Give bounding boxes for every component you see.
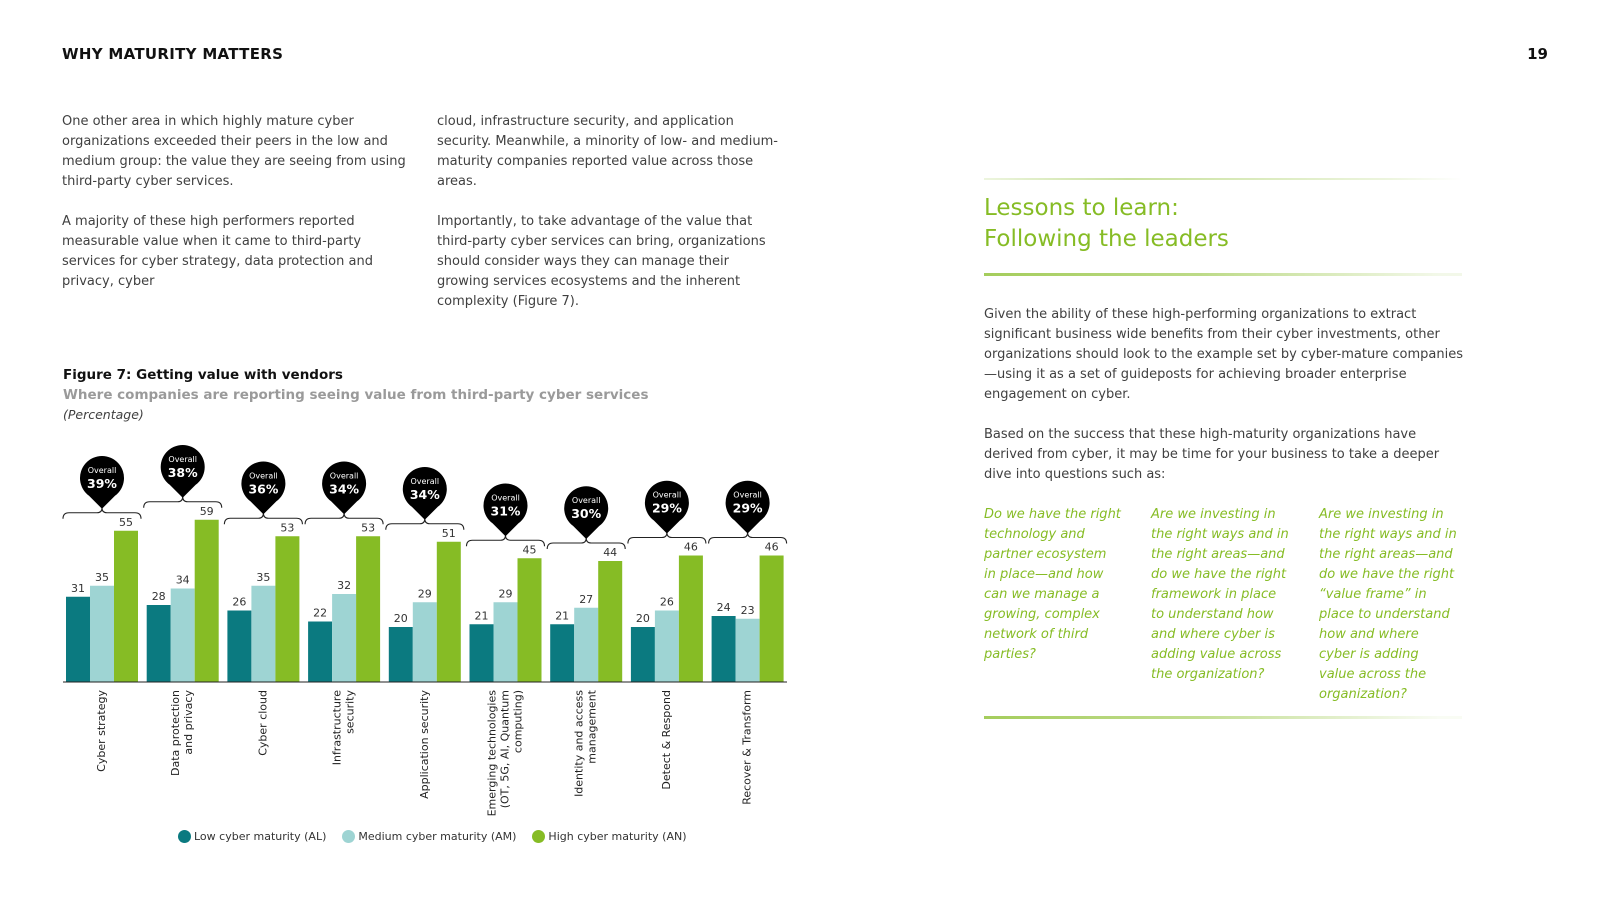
overall-marker-value: 38% bbox=[167, 464, 198, 480]
divider-bottom bbox=[984, 716, 1462, 719]
bar-low bbox=[227, 611, 251, 683]
question-2: Are we investing in the right ways and in the right areas—and do we have the right framework in place to understand how and where cyber is adding value across the organization? bbox=[1151, 507, 1289, 682]
bar-value-label: 24 bbox=[716, 601, 731, 614]
bar-value-label: 59 bbox=[199, 504, 214, 518]
lessons-title-line-2: Following the leaders bbox=[984, 226, 1229, 252]
bar-low bbox=[147, 605, 171, 682]
bar-high bbox=[760, 556, 784, 683]
bar-value-label: 32 bbox=[337, 579, 352, 592]
legend-swatch-medium bbox=[342, 830, 355, 843]
divider-top bbox=[984, 178, 1462, 180]
intro-paragraph: A majority of these high performers reported measurable value when it came to third-party services for cyber strategy, data protection and privacy, cyber bbox=[62, 214, 373, 289]
category-label: Data protection bbox=[169, 690, 183, 776]
overall-marker-value: 29% bbox=[732, 500, 763, 516]
overall-marker-label: Overall bbox=[571, 496, 601, 505]
overall-marker-label: Overall bbox=[249, 471, 278, 481]
legend-item-high bbox=[532, 830, 686, 843]
category-label: Identity and access bbox=[572, 690, 586, 797]
bar-value-label: 26 bbox=[232, 595, 247, 609]
legend-swatch-high bbox=[532, 830, 545, 843]
bar-value-label: 26 bbox=[659, 595, 674, 609]
category-label: Recover & Transform bbox=[740, 690, 754, 805]
divider-middle bbox=[984, 273, 1462, 276]
bar-value-label: 23 bbox=[740, 603, 755, 617]
lessons-paragraph: Given the ability of these high-performing organizations to extract significant business wide benefits from their cyber investments, other organizations should look to the example set by cyber-mature companies—using it as a set of guideposts for achieving broader enterprise engagement on cyber. bbox=[984, 307, 1463, 402]
page-number: 19 bbox=[1527, 45, 1548, 63]
category-label: Emerging technologies bbox=[485, 690, 499, 817]
bar-high bbox=[598, 561, 622, 682]
bar-high bbox=[437, 542, 461, 682]
category-label: Cyber cloud bbox=[256, 690, 270, 756]
bar-value-label: 29 bbox=[498, 587, 513, 601]
bar-value-label: 22 bbox=[313, 606, 328, 620]
bar-value-label: 46 bbox=[683, 540, 698, 554]
intro-column-middle bbox=[437, 112, 782, 332]
bar-low bbox=[308, 622, 332, 683]
bar-medium bbox=[736, 619, 760, 682]
bar-value-label: 35 bbox=[95, 570, 109, 584]
bar-high bbox=[195, 520, 219, 682]
overall-marker-label: Overall bbox=[87, 465, 117, 475]
legend-label-medium: Medium cyber maturity (AM) bbox=[358, 830, 517, 843]
bar-value-label: 35 bbox=[256, 570, 271, 584]
bar-value-label: 21 bbox=[555, 609, 570, 623]
overall-marker-value: 34% bbox=[409, 486, 440, 502]
bar-medium bbox=[332, 594, 356, 682]
lessons-paragraph: Based on the success that these high-maturity organizations have derived from cyber, it may be time for your business to take a deeper dive into questions such as: bbox=[984, 427, 1440, 482]
bar-medium bbox=[494, 602, 518, 682]
category-label: management bbox=[585, 690, 599, 764]
bar-value-label: 45 bbox=[522, 543, 537, 557]
bar-value-label: 53 bbox=[280, 521, 295, 535]
chart-legend bbox=[178, 830, 703, 843]
intro-paragraph: Importantly, to take advantage of the value that third-party cyber services can bring, organizations should consider ways they can manage their growing services ecosystems and the inherent complexity (Figure 7). bbox=[437, 214, 766, 309]
category-label: (OT, 5G, AI, Quantum bbox=[498, 690, 512, 809]
bar-value-label: 51 bbox=[441, 526, 456, 540]
category-label: and privacy bbox=[182, 690, 196, 755]
legend-item-medium bbox=[342, 830, 516, 843]
bar-low bbox=[470, 624, 494, 682]
bar-value-label: 44 bbox=[603, 546, 618, 559]
intro-column-left bbox=[62, 112, 412, 312]
overall-marker-label: Overall bbox=[168, 454, 197, 464]
overall-marker-value: 36% bbox=[248, 481, 279, 497]
lessons-body bbox=[984, 305, 1464, 505]
bar-value-label: 29 bbox=[417, 587, 432, 601]
overall-marker-value: 31% bbox=[490, 503, 521, 519]
bar-medium bbox=[413, 602, 437, 682]
bar-value-label: 55 bbox=[119, 515, 133, 529]
bar-high bbox=[679, 556, 703, 683]
bar-high bbox=[356, 536, 380, 682]
bar-value-label: 34 bbox=[175, 573, 190, 587]
bar-medium bbox=[655, 611, 679, 683]
bar-value-label: 20 bbox=[635, 612, 650, 625]
overall-marker-label: Overall bbox=[733, 490, 762, 500]
bar-value-label: 31 bbox=[71, 581, 85, 595]
overall-marker-value: 30% bbox=[571, 506, 602, 521]
overall-marker-label: Overall bbox=[329, 471, 359, 481]
bar-high bbox=[114, 531, 138, 682]
bar-low bbox=[66, 597, 90, 682]
bar-low bbox=[631, 627, 655, 682]
category-label: security bbox=[343, 690, 357, 734]
legend-label-high: High cyber maturity (AN) bbox=[548, 830, 687, 843]
bar-medium bbox=[251, 586, 275, 682]
question-1: Do we have the right technology and partner ecosystem in place—and how can we manage a growing, complex network of third parties? bbox=[984, 507, 1121, 662]
overall-marker-value: 39% bbox=[87, 475, 117, 491]
lessons-title-line-1: Lessons to learn: bbox=[984, 195, 1179, 221]
category-label: computing) bbox=[511, 690, 525, 754]
figure-subtitle: Where companies are reporting seeing value from third-party cyber services bbox=[63, 387, 649, 403]
bar-high bbox=[518, 558, 542, 682]
overall-marker-label: Overall bbox=[491, 493, 520, 503]
section-title: WHY MATURITY MATTERS bbox=[62, 45, 284, 63]
figure-title: Figure 7: Getting value with vendors bbox=[63, 367, 343, 383]
bar-low bbox=[550, 624, 574, 682]
overall-marker-value: 34% bbox=[329, 481, 360, 497]
overall-marker-label: Overall bbox=[652, 490, 682, 500]
bar-high bbox=[275, 536, 299, 682]
legend-swatch-low bbox=[178, 830, 191, 843]
legend-label-low: Low cyber maturity (AL) bbox=[194, 830, 327, 843]
bar-value-label: 28 bbox=[151, 590, 166, 603]
bar-medium bbox=[171, 589, 195, 683]
bar-medium bbox=[574, 608, 598, 682]
category-label: Detect & Respond bbox=[659, 690, 673, 790]
bar-low bbox=[389, 627, 413, 682]
lessons-title bbox=[984, 193, 1229, 255]
category-label: Application security bbox=[417, 690, 431, 799]
bar-chart bbox=[0, 420, 820, 820]
intro-paragraph: One other area in which highly mature cyber organizations exceeded their peers in the low and medium group: the value they are seeing from using third-party cyber services. bbox=[62, 114, 406, 189]
bar-value-label: 20 bbox=[393, 612, 408, 625]
bar-low bbox=[712, 616, 736, 682]
category-label: Cyber strategy bbox=[95, 690, 108, 772]
legend-item-low bbox=[178, 830, 326, 843]
bar-medium bbox=[90, 586, 114, 682]
bar-value-label: 53 bbox=[361, 521, 376, 535]
figure-unit: (Percentage) bbox=[63, 407, 144, 422]
bar-value-label: 27 bbox=[579, 592, 594, 606]
intro-paragraph: cloud, infrastructure security, and application security. Meanwhile, a minority of low- and medium-maturity companies reported value across those areas. bbox=[437, 114, 778, 189]
overall-marker-label: Overall bbox=[410, 476, 440, 486]
question-3: Are we investing in the right ways and in the right areas—and do we have the right “value frame” in place to understand how and where cyber is adding value across the organization? bbox=[1319, 507, 1457, 702]
bar-value-label: 21 bbox=[474, 609, 489, 623]
overall-marker-value: 29% bbox=[651, 500, 682, 516]
category-label: Infrastructure bbox=[330, 690, 344, 766]
bar-value-label: 46 bbox=[764, 540, 779, 554]
